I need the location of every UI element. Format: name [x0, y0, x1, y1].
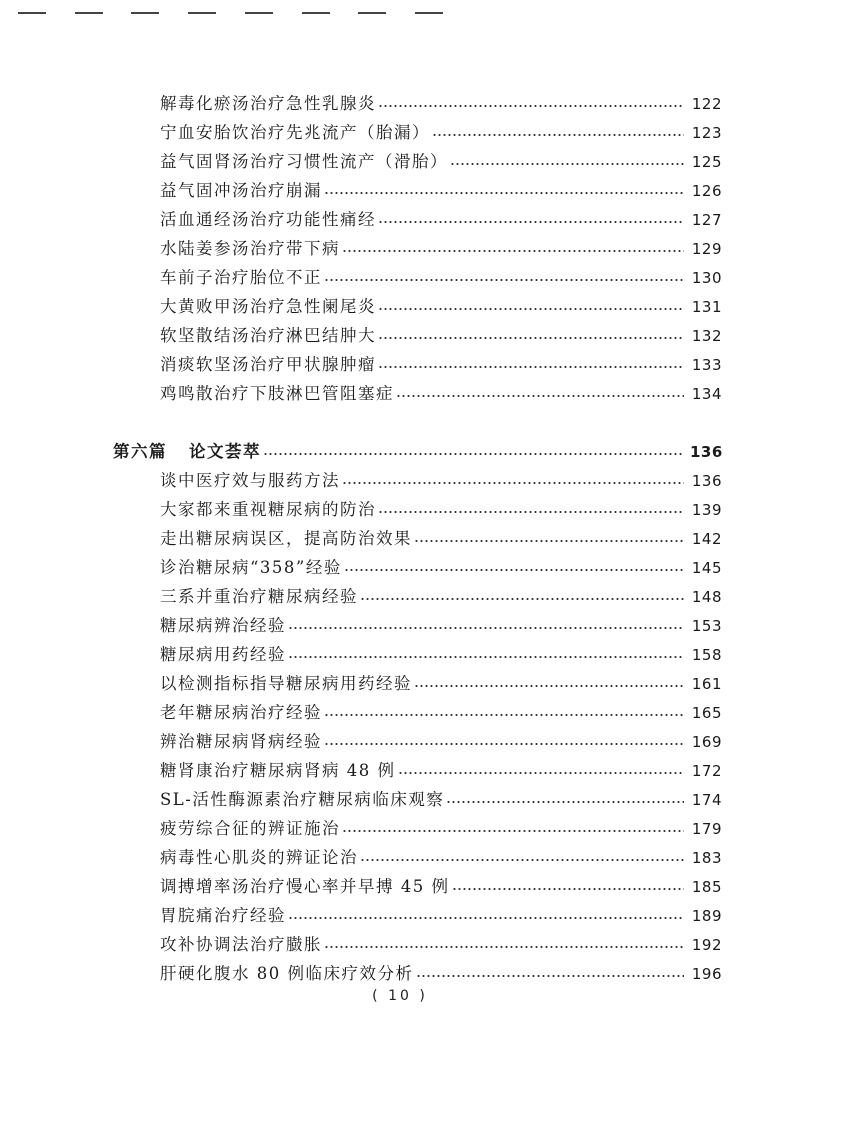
- toc-entry: [160, 615, 722, 637]
- dot-leader: [344, 569, 684, 571]
- entry-page: 189: [691, 907, 722, 925]
- toc-entry: [160, 383, 722, 405]
- toc-entry: [160, 673, 722, 695]
- dot-leader: [414, 540, 684, 542]
- section-page: 136: [690, 443, 723, 461]
- dot-leader: [378, 337, 684, 339]
- header-rule: [18, 12, 443, 14]
- toc-entry: [160, 325, 722, 347]
- dot-leader: [342, 830, 684, 832]
- entry-title: 疲劳综合征的辨证施治: [160, 819, 340, 838]
- entry-page: 122: [691, 95, 722, 113]
- entry-title: 益气固肾汤治疗习惯性流产（滑胎）: [160, 152, 448, 171]
- dot-leader: [378, 105, 684, 107]
- dot-leader: [398, 772, 685, 774]
- entry-page: 183: [691, 849, 722, 867]
- toc-entry: [160, 760, 722, 782]
- entry-title: 大家都来重视糖尿病的防治: [160, 500, 376, 519]
- entry-title: 胃脘痛治疗经验: [160, 906, 286, 925]
- entry-title: 消痰软坚汤治疗甲状腺肿瘤: [160, 355, 376, 374]
- entry-page: 130: [691, 269, 722, 287]
- entry-title: 糖尿病辨治经验: [160, 616, 286, 635]
- entry-title: SL-活性酶源素治疗糖尿病临床观察: [160, 790, 445, 809]
- toc-entry: [160, 209, 722, 231]
- toc-entry: [160, 934, 722, 956]
- dot-leader: [378, 221, 684, 223]
- toc-entry: [160, 644, 722, 666]
- toc-entry: [160, 876, 722, 898]
- dot-leader: [324, 714, 684, 716]
- entry-page: 174: [691, 791, 722, 809]
- section-title: 论文荟萃: [189, 442, 261, 461]
- entry-title: 鸡鸣散治疗下肢淋巴管阻塞症: [160, 384, 394, 403]
- entry-page: 145: [691, 559, 722, 577]
- entry-page: 153: [691, 617, 722, 635]
- toc-entry: [160, 702, 722, 724]
- toc-entry: [160, 238, 722, 260]
- entry-title: 水陆姜参汤治疗带下病: [160, 239, 340, 258]
- dot-leader: [324, 192, 684, 194]
- entry-page: 123: [691, 124, 722, 142]
- entry-page: 158: [691, 646, 722, 664]
- entry-page: 192: [691, 936, 722, 954]
- entry-title: 谈中医疗效与服药方法: [160, 471, 340, 490]
- toc-entry: [160, 789, 722, 811]
- entry-title: 以检测指标指导糖尿病用药经验: [160, 674, 412, 693]
- toc-entry: [160, 470, 722, 492]
- toc-entry: [160, 180, 722, 202]
- dot-leader: [342, 482, 684, 484]
- entry-title: 病毒性心肌炎的辨证论治: [160, 848, 358, 867]
- entry-title: 糖肾康治疗糖尿病肾病 48 例: [160, 761, 396, 780]
- entry-title: 调搏增率汤治疗慢心率并早搏 45 例: [160, 877, 450, 896]
- dot-leader: [396, 395, 684, 397]
- entry-page: 131: [691, 298, 722, 316]
- dot-leader: [452, 888, 685, 890]
- dot-leader: [324, 946, 684, 948]
- entry-title: 肝硬化腹水 80 例临床疗效分析: [160, 964, 414, 983]
- dot-leader: [450, 163, 684, 165]
- dot-leader: [446, 801, 684, 803]
- entry-page: 165: [691, 704, 722, 722]
- toc-entry: [160, 122, 722, 144]
- entry-page: 185: [691, 878, 722, 896]
- dot-leader: [378, 366, 684, 368]
- toc-entry: [160, 93, 722, 115]
- dot-leader: [360, 859, 684, 861]
- entry-page: 126: [691, 182, 722, 200]
- toc-entry: [160, 499, 722, 521]
- dot-leader: [288, 627, 684, 629]
- toc-entry: [160, 731, 722, 753]
- dot-leader: [324, 743, 684, 745]
- entry-page: 196: [691, 965, 722, 983]
- section-number: 第六篇: [113, 442, 167, 461]
- entry-title: 三系并重治疗糖尿病经验: [160, 587, 358, 606]
- entry-page: 136: [691, 472, 722, 490]
- dot-leader: [378, 511, 684, 513]
- toc-entry: [160, 557, 722, 579]
- entry-page: 169: [691, 733, 722, 751]
- toc-entry: [160, 151, 722, 173]
- dot-leader: [288, 656, 684, 658]
- entry-title: 解毒化瘀汤治疗急性乳腺炎: [160, 94, 376, 113]
- dot-leader: [360, 598, 684, 600]
- entry-title: 辨治糖尿病肾病经验: [160, 732, 322, 751]
- entry-title: 诊治糖尿病“358”经验: [160, 558, 342, 577]
- dot-leader: [414, 685, 684, 687]
- entry-title: 老年糖尿病治疗经验: [160, 703, 322, 722]
- entry-title: 糖尿病用药经验: [160, 645, 286, 664]
- entry-page: 148: [691, 588, 722, 606]
- entry-page: 179: [691, 820, 722, 838]
- section-heading: [113, 441, 722, 463]
- entry-title: 车前子治疗胎位不正: [160, 268, 322, 287]
- entry-title: 走出糖尿病误区，提高防治效果: [160, 529, 412, 548]
- toc-entry: [160, 963, 722, 985]
- entry-page: 172: [691, 762, 722, 780]
- toc-entry: [160, 267, 722, 289]
- dot-leader: [378, 308, 684, 310]
- entry-title: 活血通经汤治疗功能性痛经: [160, 210, 376, 229]
- entry-page: 132: [691, 327, 722, 345]
- dot-leader: [288, 917, 684, 919]
- entry-page: 161: [691, 675, 722, 693]
- toc-entry: [160, 528, 722, 550]
- entry-title: 宁血安胎饮治疗先兆流产（胎漏）: [160, 123, 430, 142]
- entry-title: 攻补协调法治疗臌胀: [160, 935, 322, 954]
- entry-page: 133: [691, 356, 722, 374]
- toc-entry: [160, 586, 722, 608]
- entry-page: 129: [691, 240, 722, 258]
- toc-entry: [160, 818, 722, 840]
- dot-leader: [324, 279, 684, 281]
- entry-title: 软坚散结汤治疗淋巴结肿大: [160, 326, 376, 345]
- dot-leader: [342, 250, 684, 252]
- toc-entry: [160, 354, 722, 376]
- entry-title: 益气固冲汤治疗崩漏: [160, 181, 322, 200]
- entry-page: 125: [691, 153, 722, 171]
- entry-page: 134: [691, 385, 722, 403]
- page-number: ( 10 ): [372, 988, 428, 1004]
- entry-page: 139: [691, 501, 722, 519]
- toc-entry: [160, 905, 722, 927]
- dot-leader: [263, 453, 684, 455]
- entry-page: 127: [691, 211, 722, 229]
- entry-page: 142: [691, 530, 722, 548]
- toc-entry: [160, 296, 722, 318]
- toc-entry: [160, 847, 722, 869]
- dot-leader: [416, 975, 685, 977]
- entry-title: 大黄败甲汤治疗急性阑尾炎: [160, 297, 376, 316]
- dot-leader: [432, 134, 684, 136]
